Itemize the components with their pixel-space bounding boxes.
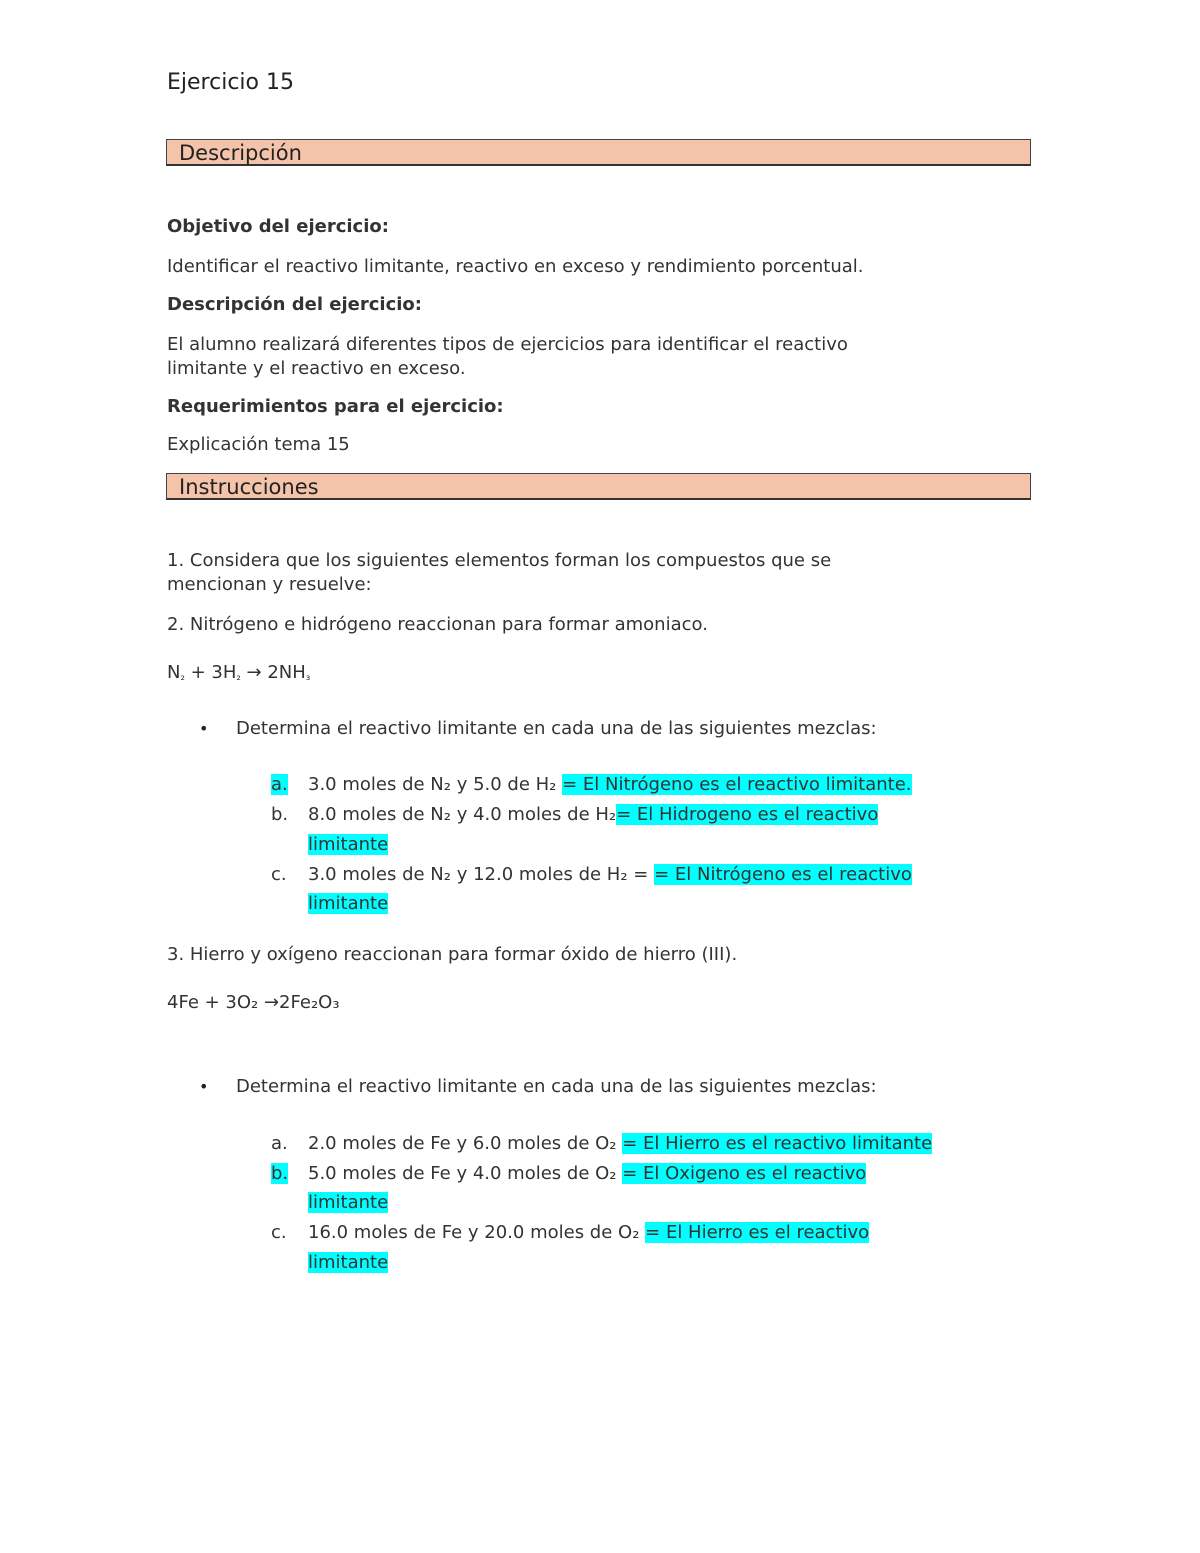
section-header-label: Instrucciones: [179, 475, 319, 499]
bullet-text-2: Determina el reactivo limitante en cada una de las siguientes mezclas:: [236, 1076, 877, 1097]
list-item-answer: = El Hierro es el reactivo: [645, 1222, 870, 1243]
list-item-answer: = El Nitrógeno es el reactivo limitante.: [562, 774, 912, 795]
list-item-text: 8.0 moles de N₂ y 4.0 moles de H₂: [308, 804, 617, 825]
equation-ammonia: [167, 662, 310, 683]
requerimientos-text: Explicación tema 15: [167, 434, 350, 455]
list2-item-a: [308, 1133, 932, 1154]
objetivo-text: Identificar el reactivo limitante, reactivo en exceso y rendimiento porcentual.: [167, 256, 864, 277]
list2-item-b-letter: [271, 1163, 288, 1184]
eq-part: → 2NH: [240, 662, 306, 683]
list1-item-b-letter: b.: [271, 804, 289, 825]
descripcion-text-line1: El alumno realizará diferentes tipos de ejercicios para identificar el reactivo: [167, 334, 848, 355]
bullet-icon: •: [199, 1077, 209, 1096]
list1-item-a-letter: [271, 774, 288, 795]
list-item-answer: = El Hierro es el reactivo limitante: [622, 1133, 933, 1154]
step1-line1: 1. Considera que los siguientes elementos forman los compuestos que se: [167, 550, 832, 571]
list1-item-c-letter: c.: [271, 864, 287, 885]
list1-item-b: [308, 804, 878, 825]
eq-subscript: ₂: [236, 670, 241, 683]
step3-text: 3. Hierro y oxígeno reaccionan para formar óxido de hierro (III).: [167, 944, 738, 965]
bullet-icon: •: [199, 719, 209, 738]
descripcion-label: Descripción del ejercicio:: [167, 294, 422, 315]
list-letter: a.: [271, 774, 288, 795]
list-item-answer: limitante: [308, 834, 389, 855]
list2-item-a-letter: a.: [271, 1133, 288, 1154]
list-letter: b.: [271, 1163, 289, 1184]
list-item-answer: = El Oxigeno es el reactivo: [622, 1163, 867, 1184]
objetivo-label: Objetivo del ejercicio:: [167, 216, 389, 237]
bullet-text-1: Determina el reactivo limitante en cada una de las siguientes mezclas:: [236, 718, 877, 739]
list-item-text: 5.0 moles de Fe y 4.0 moles de O₂: [308, 1163, 623, 1184]
list2-item-c-letter: c.: [271, 1222, 287, 1243]
section-header-descripcion: [166, 139, 1031, 166]
section-header-label: Descripción: [179, 141, 302, 165]
list2-item-b-cont: [308, 1192, 388, 1213]
list-item-answer: limitante: [308, 893, 389, 914]
equation-iron-oxide: 4Fe + 3O₂ →2Fe₂O₃: [167, 992, 340, 1013]
list2-item-c: [308, 1222, 869, 1243]
eq-subscript: ₂: [180, 670, 185, 683]
list1-item-b-cont: [308, 834, 388, 855]
step2-text: 2. Nitrógeno e hidrógeno reaccionan para formar amoniaco.: [167, 614, 708, 635]
eq-part: N: [167, 662, 181, 683]
list-item-answer: = El Hidrogeno es el reactivo: [616, 804, 879, 825]
list-item-answer: = El Nitrógeno es el reactivo: [654, 864, 912, 885]
eq-part: + 3H: [184, 662, 237, 683]
section-header-instrucciones: [166, 473, 1031, 500]
list-item-text: 2.0 moles de Fe y 6.0 moles de O₂: [308, 1133, 623, 1154]
list-item-text: 16.0 moles de Fe y 20.0 moles de O₂: [308, 1222, 646, 1243]
list-item-text: 3.0 moles de N₂ y 12.0 moles de H₂ =: [308, 864, 655, 885]
list2-item-c-cont: [308, 1252, 388, 1273]
step1-line2: mencionan y resuelve:: [167, 574, 372, 595]
requerimientos-label: Requerimientos para el ejercicio:: [167, 396, 504, 417]
list1-item-a: [308, 774, 912, 795]
page-title: Ejercicio 15: [167, 70, 294, 95]
eq-subscript: ₃: [305, 670, 311, 683]
descripcion-text-line2: limitante y el reactivo en exceso.: [167, 358, 466, 379]
list-item-answer: limitante: [308, 1252, 389, 1273]
list2-item-b: [308, 1163, 866, 1184]
list-item-text: 3.0 moles de N₂ y 5.0 de H₂: [308, 774, 563, 795]
list1-item-c: [308, 864, 912, 885]
list-item-answer: limitante: [308, 1192, 389, 1213]
list1-item-c-cont: [308, 893, 388, 914]
